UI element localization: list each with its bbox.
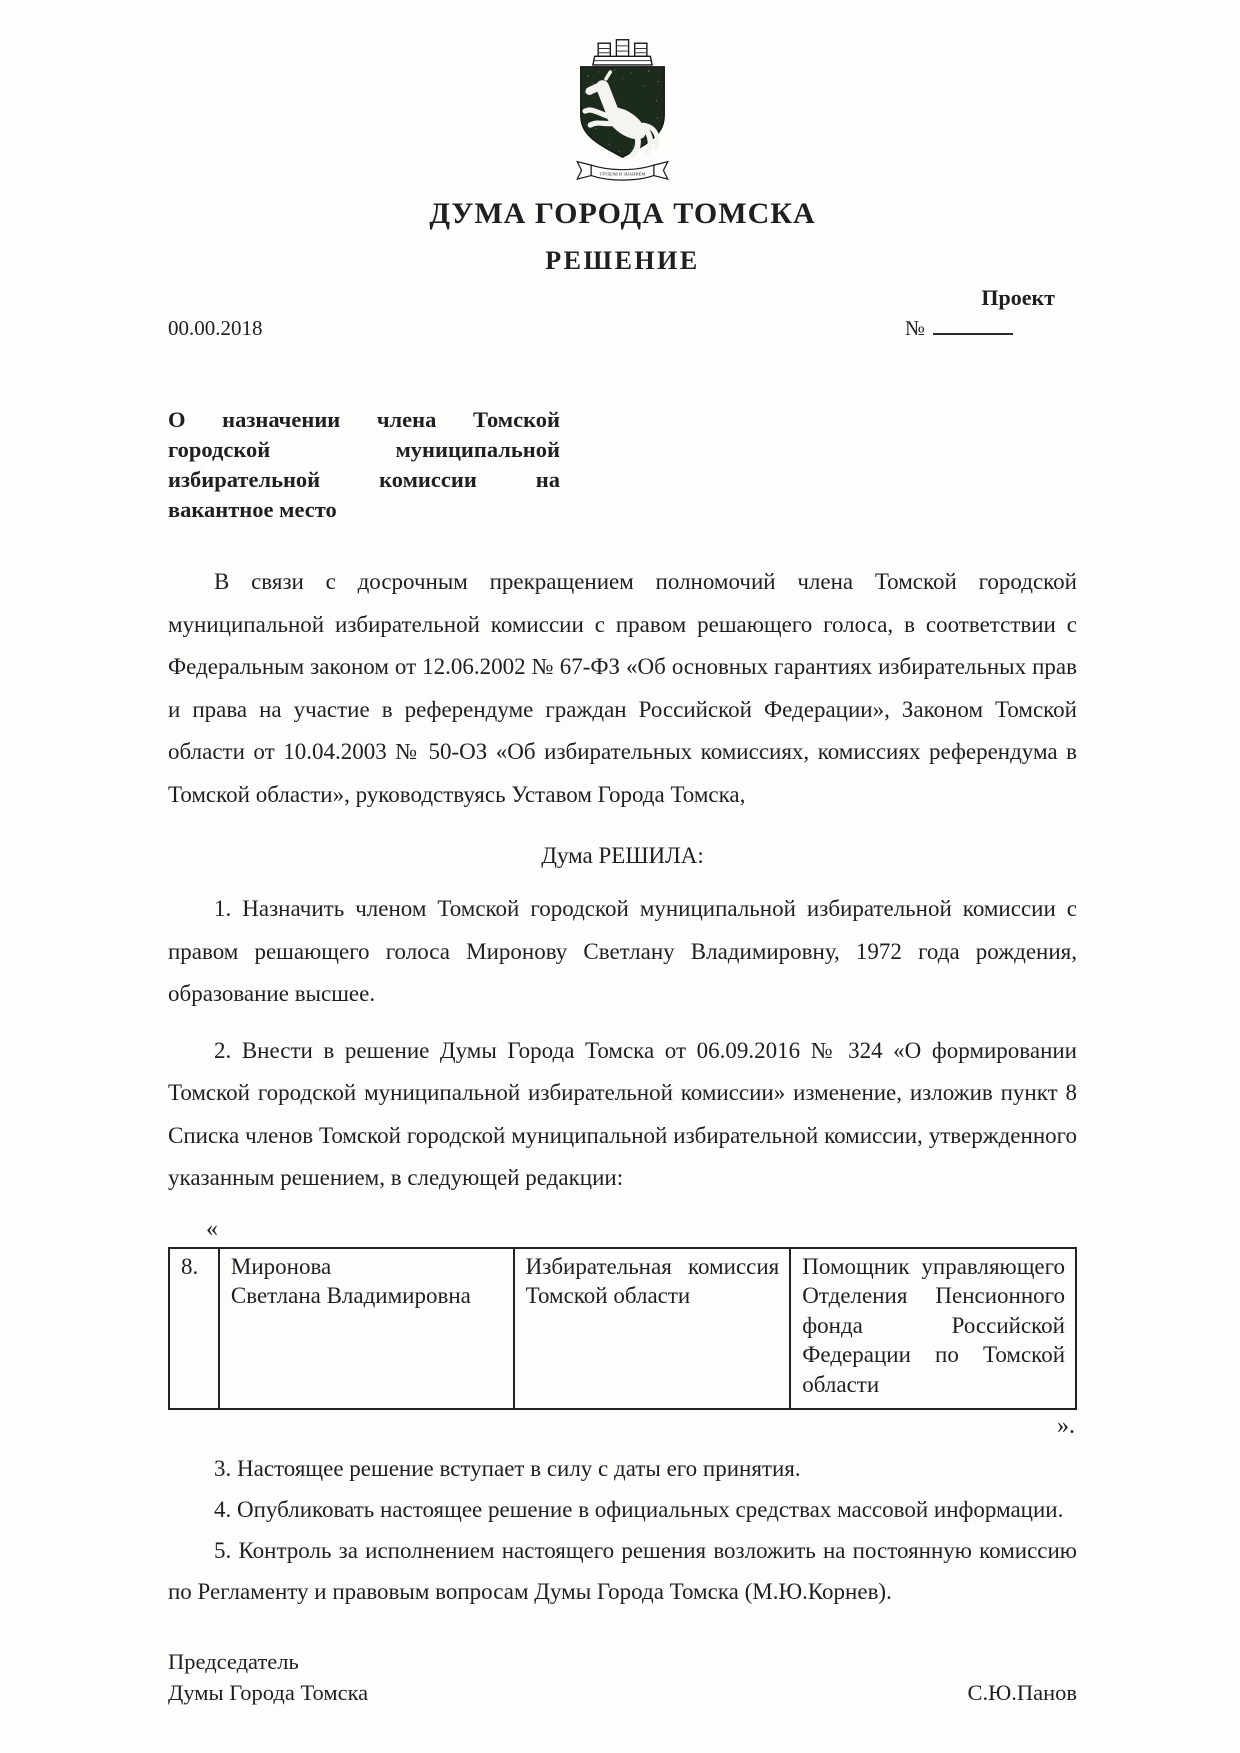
organization-title: ДУМА ГОРОДА ТОМСКА xyxy=(429,197,816,230)
signer-name: С.Ю.Панов xyxy=(967,1679,1077,1705)
decision-title: О назначении члена Томской городской муниципальной избирательной комиссии на вакантное место xyxy=(168,407,560,522)
opening-quote-mark: « xyxy=(206,1215,218,1242)
table-cell-nominating-organization: Избирательная комиссия Томской области xyxy=(514,1248,791,1409)
decision-item-5: 5. Контроль за исполнением настоящего решения возложить на постоянную комиссию по Регламенту и правовым вопросам Думы Города Томска (М.Ю.Корнев). xyxy=(168,1537,1077,1604)
decision-item-1: 1. Назначить членом Томской городской муниципальной избирательной комиссии с правом решающего голоса Миронову Светлану Владимировну, 1972 года рождения, образование высшее. xyxy=(168,896,1077,1006)
member-surname: Миронова xyxy=(230,1253,332,1279)
table-cell-row-number: 8. xyxy=(169,1248,219,1409)
signer-position-line2: Думы Города Томска xyxy=(168,1679,369,1705)
closing-quote-mark: ». xyxy=(1057,1412,1075,1439)
final-items-block xyxy=(168,1448,1077,1612)
member-given-names: Светлана Владимировна xyxy=(230,1283,471,1308)
signer-position xyxy=(168,1646,368,1708)
document-type-title: РЕШЕНИЕ xyxy=(545,246,700,275)
decision-item-3: 3. Настоящее решение вступает в силу с даты его принятия. xyxy=(214,1455,801,1481)
draft-label: Проект xyxy=(981,285,1055,310)
number-blank-line xyxy=(933,328,1013,335)
emblem-block xyxy=(168,38,1077,191)
date-number-row xyxy=(168,315,1077,341)
signer-position-line1: Председатель xyxy=(168,1648,299,1674)
table-row xyxy=(169,1248,1076,1409)
table-cell-member-position: Помощник управляющего Отделения Пенсионного фонда Российской Федерации по Томской области xyxy=(790,1248,1076,1409)
document-number xyxy=(905,315,1013,341)
table-cell-member-name xyxy=(219,1248,514,1409)
emblem-motto: ТРУДОМ И ЗНАНИЕМ xyxy=(599,171,646,177)
preamble-paragraph: В связи с досрочным прекращением полномочий члена Томской городской муниципальной избирательной комиссии с правом решающего голоса, в соответствии с Федеральным законом от 12.06.2002 № 67-ФЗ «Об основных гарантиях избирательных прав и права на участие в референдуме граждан Российской Федерации», Законом Томской области от 10.04.2003 № 50-ОЗ «Об избирательных комиссиях, комиссиях референдума в Томской области», руководствуясь Уставом Города Томска, xyxy=(168,569,1077,807)
tomsk-coat-of-arms-icon xyxy=(570,38,675,186)
decision-item-4: 4. Опубликовать настоящее решение в официальных средствах массовой информации. xyxy=(214,1496,1064,1522)
decision-item-2: 2. Внести в решение Думы Города Томска от 06.09.2016 № 324 «О формировании Томской городской муниципальной избирательной комиссии» изменение, изложив пункт 8 Списка членов Томской городской муниципальной избирательной комиссии, утвержденного указанным решением, в следующей редакции: xyxy=(168,1037,1077,1190)
commission-member-table xyxy=(168,1247,1077,1410)
signature-block xyxy=(168,1646,1077,1708)
number-sign: № xyxy=(904,316,925,340)
document-date: 00.00.2018 xyxy=(168,316,263,340)
resolution-heading: Дума РЕШИЛА: xyxy=(541,843,704,868)
